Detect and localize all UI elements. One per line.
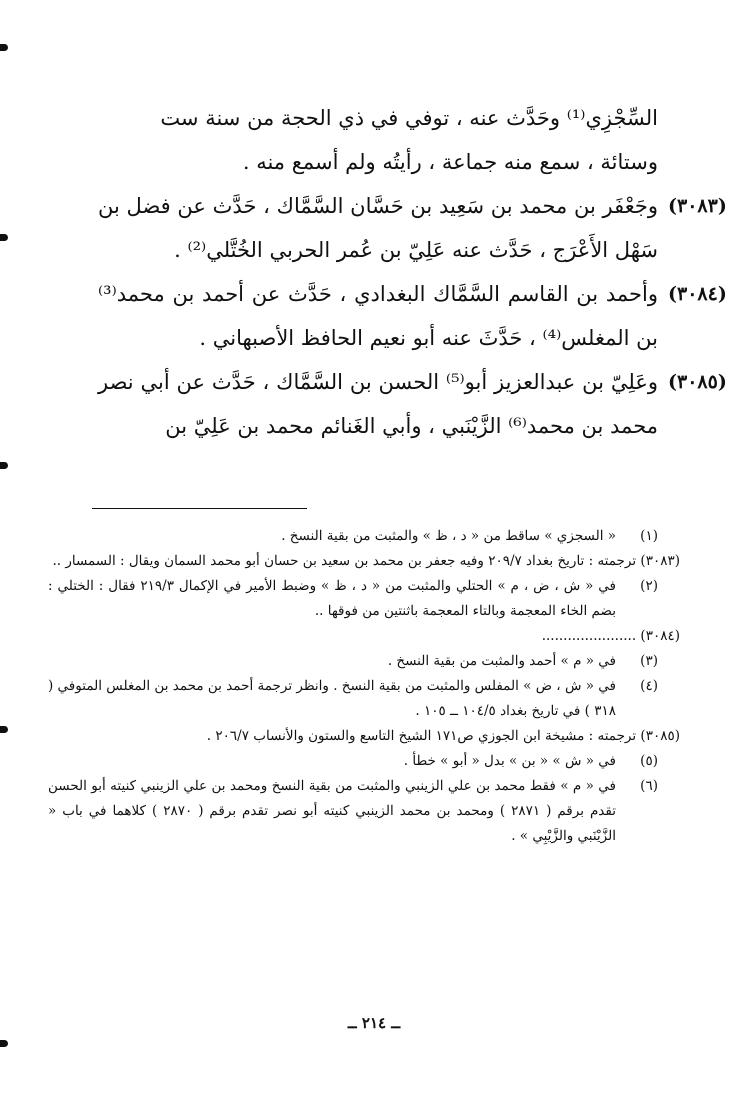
footnote-number: (٢) [640, 578, 658, 594]
page-number: ــ ٢١٤ ــ [347, 1014, 401, 1032]
footnote-2 [48, 574, 658, 624]
entry-number: (٣٠٨٤) [668, 283, 727, 305]
footnote-entry-3083 [48, 549, 680, 574]
entry-3084 [98, 272, 727, 360]
footnote-entry-3084 [48, 624, 680, 649]
footnote-entry-3085 [48, 724, 680, 749]
footnote-3 [48, 649, 658, 674]
footnote-4 [48, 674, 658, 724]
entry-text: وأحمد بن القاسم السَّمَّاك البغدادي ، حَدَّث عن أحمد بن محمد⁽³⁾ بن المغلس⁽⁴⁾ ، حَدَّثَ عنه أبو نعيم الحافظ الأصبهاني . [98, 282, 658, 350]
margin-mark-2 [0, 234, 8, 241]
footnote-number: (٣) [640, 653, 658, 669]
footnote-number: (٣٠٨٣) [640, 553, 680, 569]
footnote-text: ...................... [541, 628, 637, 644]
footnote-number: (٣٠٨٥) [640, 728, 680, 744]
margin-mark-5 [0, 1040, 8, 1047]
entry-number: (٣٠٨٣) [668, 195, 727, 217]
footnote-number: (٥) [640, 753, 658, 769]
footnote-text: ترجمته : تاريخ بغداد ٢٠٩/٧ وفيه جعفر بن محمد بن سعيد بن حسان أبو محمد السمان ويقال : السمسار .. [52, 553, 637, 569]
entry-number: (٣٠٨٥) [668, 371, 727, 393]
footnotes [48, 524, 680, 849]
footnote-1 [48, 524, 658, 549]
footnote-text: في « م » أحمد والمثبت من بقية النسخ . [387, 653, 616, 669]
footnote-number: (٤) [640, 678, 658, 694]
footnote-5 [48, 749, 658, 774]
footnote-text: في « م » فقط محمد بن علي الزينبي والمثبت من بقية النسخ ومحمد بن علي الزينبي كنيته أبو الحسن تقدم برقم ( ٢٨٧١ ) ومحمد بن محمد الزينبي كنيته أبو نصر تقدم برقم ( ٢٨٧٠ ) كلاهما في باب « الزَّيْنَبي والزَّيْبِي » . [48, 778, 616, 844]
entry-3083 [98, 184, 727, 272]
footnote-text: « السجزي » ساقط من « د ، ظ » والمثبت من بقية النسخ . [281, 528, 616, 544]
footnote-6 [48, 774, 658, 849]
entry-3085 [98, 360, 727, 448]
entry-text: وعَلِيّ بن عبدالعزيز أبو⁽⁵⁾ الحسن بن السَّمَّاك ، حَدَّث عن أبي نصر محمد بن محمد⁽⁶⁾ الزَّيْنَبي ، وأبي الغَنائم محمد بن عَلِيّ بن [98, 370, 658, 438]
footnote-text: في « ش ، ض ، م » الحتلي والمثبت من « د ، ظ » وضبط الأمير في الإكمال ٢١٩/٣ فقال : الختلي : بضم الخاء المعجمة وبالتاء المعجمة باثنتين من فوقها .. [48, 578, 617, 619]
main-text [98, 96, 727, 448]
footnote-text: ترجمته : مشيخة ابن الجوزي ص١٧١ الشيخ التاسع والستون والأنساب ٢٠٦/٧ . [206, 728, 637, 744]
footnote-number: (٣٠٨٤) [640, 628, 680, 644]
footnote-number: (١) [640, 528, 658, 544]
intro-line-2: وستائة ، سمع منه جماعة ، رأيتُه ولم أسمع منه . [242, 150, 658, 174]
footnote-text: في « ش ، ض » المفلس والمثبت من بقية النسخ . وانظر ترجمة أحمد بن محمد بن المغلس المتوفي ( ٣١٨ ) في تاريخ بغداد ١٠٤/٥ ــ ١٠٥ . [48, 678, 616, 719]
intro-line-1: السِّجْزِي⁽¹⁾ وحَدَّث عنه ، توفي في ذي الحجة من سنة ست [160, 106, 658, 130]
footnote-separator [92, 508, 307, 509]
footnote-text: في « ش » « بن » بدل « أبو » خطأ . [403, 753, 616, 769]
entry-text: وجَعْفَر بن محمد بن سَعِيد بن حَسَّان السَّمَّاك ، حَدَّث عن فضل بن سَهْل الأَعْرَج ، حَدَّث عنه عَلِيّ بن عُمر الحربي الخُتَّلي⁽²⁾ . [98, 194, 658, 262]
margin-mark-4 [0, 726, 8, 733]
margin-mark-1 [0, 44, 8, 51]
footnote-number: (٦) [640, 778, 658, 794]
margin-mark-3 [0, 462, 8, 469]
